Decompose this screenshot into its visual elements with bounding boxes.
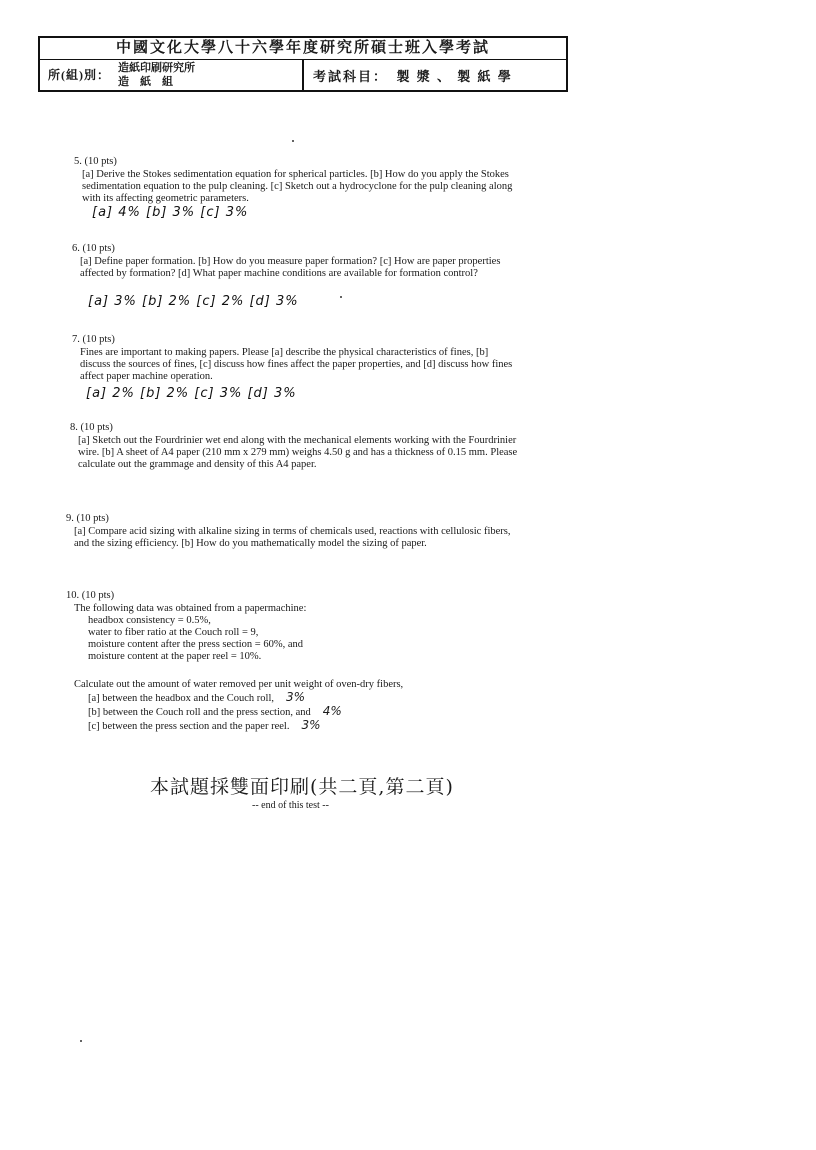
sub-question-b (66, 705, 526, 719)
sub-question-mark: 3% (301, 718, 321, 732)
question-5 (74, 156, 522, 205)
data-line: headbox consistency = 0.5%, (88, 615, 211, 626)
department-line-2: 造 紙 組 (118, 76, 173, 88)
question-text: [a] Define paper formation. [b] How do you measure paper formation? [c] How are paper properties affected by formation? [d] What paper machine conditions are available for formation control? (80, 256, 501, 279)
department-names (118, 61, 195, 89)
sub-question-mark: 4% (322, 704, 342, 718)
data-line: water to fiber ratio at the Couch roll = 9, (88, 627, 259, 638)
question-number: 6. (10 pts) (72, 243, 115, 254)
question-5-marks: [a] 4% [b] 3% [c] 3% (92, 205, 249, 220)
scan-speck (340, 296, 342, 298)
exam-subject: 考試科目： 製 漿 、 製 紙 學 (313, 69, 513, 84)
question-number: 8. (10 pts) (70, 422, 113, 433)
handwritten-printing-note: 本試題採雙面印刷(共二頁,第二頁) (150, 776, 454, 798)
exam-header (38, 36, 568, 92)
question-text: Fines are important to making papers. Please [a] describe the physical characteristics of fines, [b] discuss the sources of fines, [c] discuss how fines affect the paper properties, and [d] discuss how fines affect paper machine operation. (80, 347, 513, 382)
sub-question-text: [c] between the press section and the paper reel. (88, 721, 290, 732)
question-number: 9. (10 pts) (66, 513, 109, 524)
scan-speck (292, 140, 294, 142)
question-text: [a] Derive the Stokes sedimentation equation for spherical particles. [b] How do you apply the Stokes sedimentation equation to the pulp cleaning. [c] Sketch out a hydrocyclone for the pulp cleaning along with its affecting geometric parameters. (82, 169, 513, 204)
question-7-marks: [a] 2% [b] 2% [c] 3% [d] 3% (86, 386, 297, 401)
question-intro: The following data was obtained from a papermachine: (74, 603, 307, 614)
data-line: moisture content at the paper reel = 10%. (88, 651, 262, 662)
department-label: 所(組)別： (48, 68, 110, 82)
scan-speck (80, 1040, 82, 1042)
question-10 (66, 590, 526, 733)
question-number: 7. (10 pts) (72, 334, 115, 345)
question-6-marks: [a] 3% [b] 2% [c] 2% [d] 3% (88, 294, 299, 309)
question-number: 10. (10 pts) (66, 590, 115, 601)
question-prompt: Calculate out the amount of water removed per unit weight of oven-dry fibers, (74, 679, 404, 690)
question-text: [a] Sketch out the Fourdrinier wet end along with the mechanical elements working with the Fourdrinier wire. [b] A sheet of A4 paper (210 mm x 279 mm) weighs 4.50 g and has a thickness of 0.15 mm. Please calculate out the grammage and density of this A4 paper. (78, 435, 518, 470)
question-number: 5. (10 pts) (74, 156, 117, 167)
data-line: moisture content after the press section = 60%, and (88, 639, 303, 650)
department-line-1: 造紙印刷研究所 (118, 62, 195, 74)
sub-question-text: [b] between the Couch roll and the press section, and (88, 707, 311, 718)
question-9 (66, 513, 514, 550)
end-of-test: -- end of this test -- (252, 800, 329, 811)
sub-question-a (66, 691, 526, 705)
question-6 (72, 243, 520, 280)
sub-question-mark: 3% (286, 690, 306, 704)
sub-question-text: [a] between the headbox and the Couch roll, (88, 693, 275, 704)
question-7 (72, 334, 520, 383)
question-8 (70, 422, 518, 471)
sub-question-c (66, 719, 526, 733)
header-divider (302, 60, 304, 92)
question-text: [a] Compare acid sizing with alkaline sizing in terms of chemicals used, reactions with cellulosic fibers, and the sizing efficiency. [b] How do you mathematically model the sizing of paper. (74, 526, 511, 549)
exam-title: 中國文化大學八十六學年度研究所碩士班入學考試 (40, 38, 566, 60)
header-info-row (40, 60, 566, 92)
